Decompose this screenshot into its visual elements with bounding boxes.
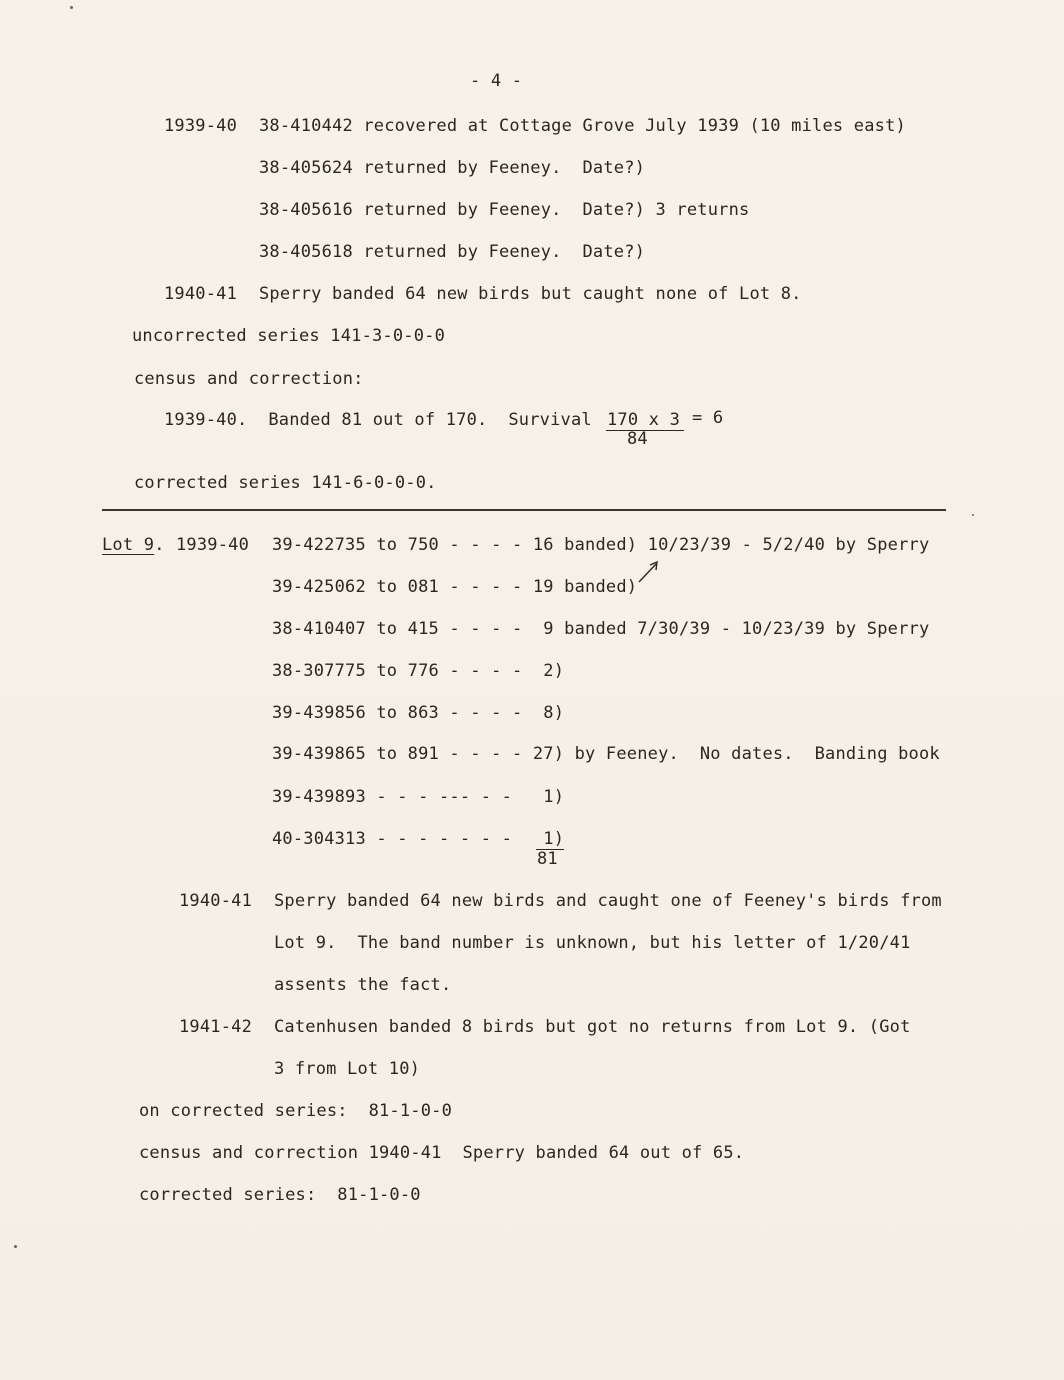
lot8-uncorrected-series: uncorrected series 141-3-0-0-0 bbox=[132, 326, 446, 346]
lot9-label-dot: . bbox=[154, 535, 165, 555]
lot9-total: 81 bbox=[537, 849, 558, 869]
section-divider bbox=[102, 509, 946, 511]
lot9-on-corrected-series: on corrected series: 81-1-0-0 bbox=[139, 1101, 453, 1121]
lot9-band-row-2: 39-425062 to 081 - - - - 19 banded) bbox=[272, 577, 638, 597]
lot9-census-line: census and correction 1940-41 Sperry banded 64 out of 65. bbox=[139, 1143, 745, 1163]
lot8-year-1939-40: 1939-40 bbox=[164, 116, 238, 136]
handwritten-arrow-icon bbox=[636, 558, 664, 584]
lot8-corrected-series: corrected series 141-6-0-0-0. bbox=[134, 473, 437, 493]
lot8-census-line: 1939-40. Banded 81 out of 170. Survival bbox=[164, 410, 592, 430]
lot9-label-text: Lot 9 bbox=[102, 535, 155, 555]
lot8-recovery-line: 38-410442 recovered at Cottage Grove July 1939 (10 miles east) bbox=[259, 116, 906, 136]
survival-fraction-result: = 6 bbox=[692, 408, 724, 428]
survival-fraction-numerator: 170 x 3 bbox=[607, 410, 681, 430]
lot9-year-1941-42: 1941-42 bbox=[179, 1017, 253, 1037]
survival-fraction-denominator: 84 bbox=[627, 429, 648, 449]
lot9-year-1940-41: 1940-41 bbox=[179, 891, 253, 911]
lot8-return-line-1: 38-405624 returned by Feeney. Date?) bbox=[259, 158, 646, 178]
lot9-year-1939-40: 1939-40 bbox=[176, 535, 250, 555]
lot9-1941-line-1: Catenhusen banded 8 birds but got no returns from Lot 9. (Got bbox=[274, 1017, 911, 1037]
lot9-band-row-4: 38-307775 to 776 - - - - 2) bbox=[272, 661, 565, 681]
page-number: - 4 - bbox=[470, 71, 523, 91]
lot9-band-row-6: 39-439865 to 891 - - - - 27) by Feeney. No dates. Banding book bbox=[272, 744, 940, 764]
lot9-band-row-8: 40-304313 - - - - - - - 1) bbox=[272, 829, 565, 849]
lot9-1940-line-3: assents the fact. bbox=[274, 975, 452, 995]
paper-speck bbox=[14, 1245, 17, 1248]
lot8-return-line-3: 38-405618 returned by Feeney. Date?) bbox=[259, 242, 646, 262]
lot8-sperry-line: Sperry banded 64 new birds but caught none of Lot 8. bbox=[259, 284, 802, 304]
lot9-label bbox=[102, 534, 165, 556]
lot9-band-row-1: 39-422735 to 750 - - - - 16 banded) 10/23/39 - 5/2/40 by Sperry bbox=[272, 535, 930, 555]
lot8-year-1940-41: 1940-41 bbox=[164, 284, 238, 304]
lot9-band-row-7: 39-439893 - - - --- - - 1) bbox=[272, 787, 565, 807]
lot9-1940-line-2: Lot 9. The band number is unknown, but his letter of 1/20/41 bbox=[274, 933, 911, 953]
lot9-1941-line-2: 3 from Lot 10) bbox=[274, 1059, 421, 1079]
lot9-band-row-5: 39-439856 to 863 - - - - 8) bbox=[272, 703, 565, 723]
lot9-1940-line-1: Sperry banded 64 new birds and caught one of Feeney's birds from bbox=[274, 891, 942, 911]
lot8-census-label: census and correction: bbox=[134, 369, 364, 389]
lot9-corrected-series: corrected series: 81-1-0-0 bbox=[139, 1185, 421, 1205]
paper-speck bbox=[972, 514, 974, 516]
lot8-return-line-2: 38-405616 returned by Feeney. Date?) 3 returns bbox=[259, 200, 750, 220]
lot9-band-row-3: 38-410407 to 415 - - - - 9 banded 7/30/39 - 10/23/39 by Sperry bbox=[272, 619, 930, 639]
paper-speck bbox=[70, 6, 73, 9]
